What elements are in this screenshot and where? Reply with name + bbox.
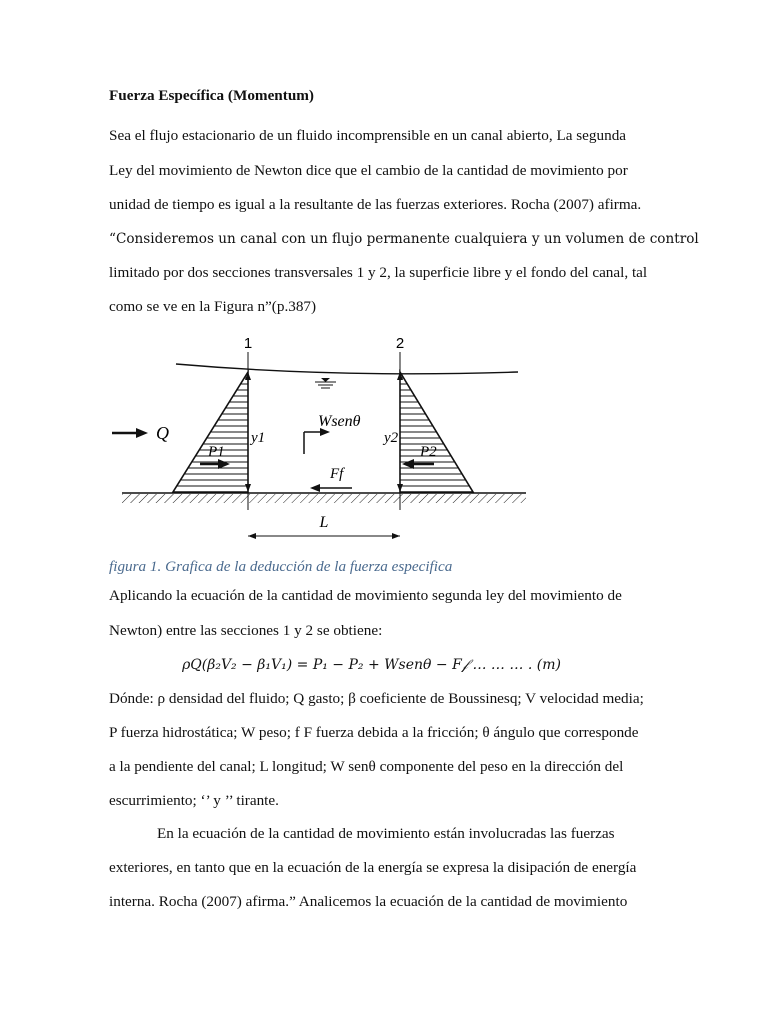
- length-label: L: [319, 514, 329, 531]
- section-2-label: 2: [395, 335, 405, 352]
- depth-1-label: y1: [251, 430, 266, 446]
- channel-diagram: [108, 330, 638, 540]
- flow-label: Q: [156, 423, 169, 443]
- channel-figure: [108, 330, 638, 540]
- paragraph-3-line: interna. Rocha (2007) afirma.” Analicemos la ecuación de la cantidad de movimiento: [109, 893, 628, 910]
- definitions-line: a la pendiente del canal; L longitud; W senθ componente del peso en la dirección del: [109, 758, 624, 775]
- paragraph-3-line: En la ecuación de la cantidad de movimiento están involucradas las fuerzas: [157, 825, 615, 842]
- document-heading: Fuerza Específica (Momentum): [109, 87, 314, 104]
- pressure-1-label: P1: [208, 444, 225, 460]
- free-surface-line: [176, 364, 518, 374]
- pressure-2-label: P2: [420, 444, 437, 460]
- depth-arrow-1-bottom: [245, 484, 251, 492]
- section-1-label: 1: [243, 335, 253, 352]
- pressure-diagram-right: [400, 378, 478, 486]
- paragraph-1-line: “Consideremos un canal con un flujo permanente cualquiera y un volumen de control: [109, 231, 699, 247]
- paragraph-1-line: como se ve en la Figura n”(p.387): [109, 298, 317, 315]
- figure-caption: figura 1. Grafica de la deducción de la fuerza especifica: [109, 558, 453, 575]
- paragraph-1-line: Sea el flujo estacionario de un fluido incomprensible en un canal abierto, La segunda: [109, 127, 627, 144]
- depth-2-label: y2: [384, 430, 399, 446]
- paragraph-2-line: Aplicando la ecuación de la cantidad de movimiento segunda ley del movimiento de: [109, 587, 622, 604]
- momentum-equation: ρQ(β₂V₂ − β₁V₁) = P₁ − P₂ + Wsenθ − F𝒻 … … … . (m): [182, 657, 561, 673]
- definitions-line: escurrimiento; ‘’ y ’’ tirante.: [109, 792, 279, 809]
- friction-label: Ff: [330, 466, 344, 482]
- definitions-line: P fuerza hidrostática; W peso; f F fuerza debida a la fricción; θ ángulo que corresponde: [109, 724, 639, 741]
- paragraph-3-line: exteriores, en tanto que en la ecuación de la energía se expresa la disipación de energía: [109, 859, 637, 876]
- definitions-line: Dónde: ρ densidad del fluido; Q gasto; β coeficiente de Boussinesq; V velocidad media;: [109, 690, 644, 707]
- depth-arrow-2-bottom: [397, 484, 403, 492]
- channel-bed-hatch: [122, 494, 526, 503]
- pressure-diagram-left: [168, 378, 248, 486]
- weight-component-label: Wsenθ: [318, 413, 361, 430]
- paragraph-1-line: unidad de tiempo es igual a la resultante de las fuerzas exteriores. Rocha (2007) afirma.: [109, 196, 642, 213]
- paragraph-1-line: limitado por dos secciones transversales 1 y 2, la superficie libre y el fondo del canal, tal: [109, 264, 648, 281]
- paragraph-1-line: Ley del movimiento de Newton dice que el cambio de la cantidad de movimiento por: [109, 162, 628, 179]
- paragraph-2-line: Newton) entre las secciones 1 y 2 se obtiene:: [109, 622, 383, 639]
